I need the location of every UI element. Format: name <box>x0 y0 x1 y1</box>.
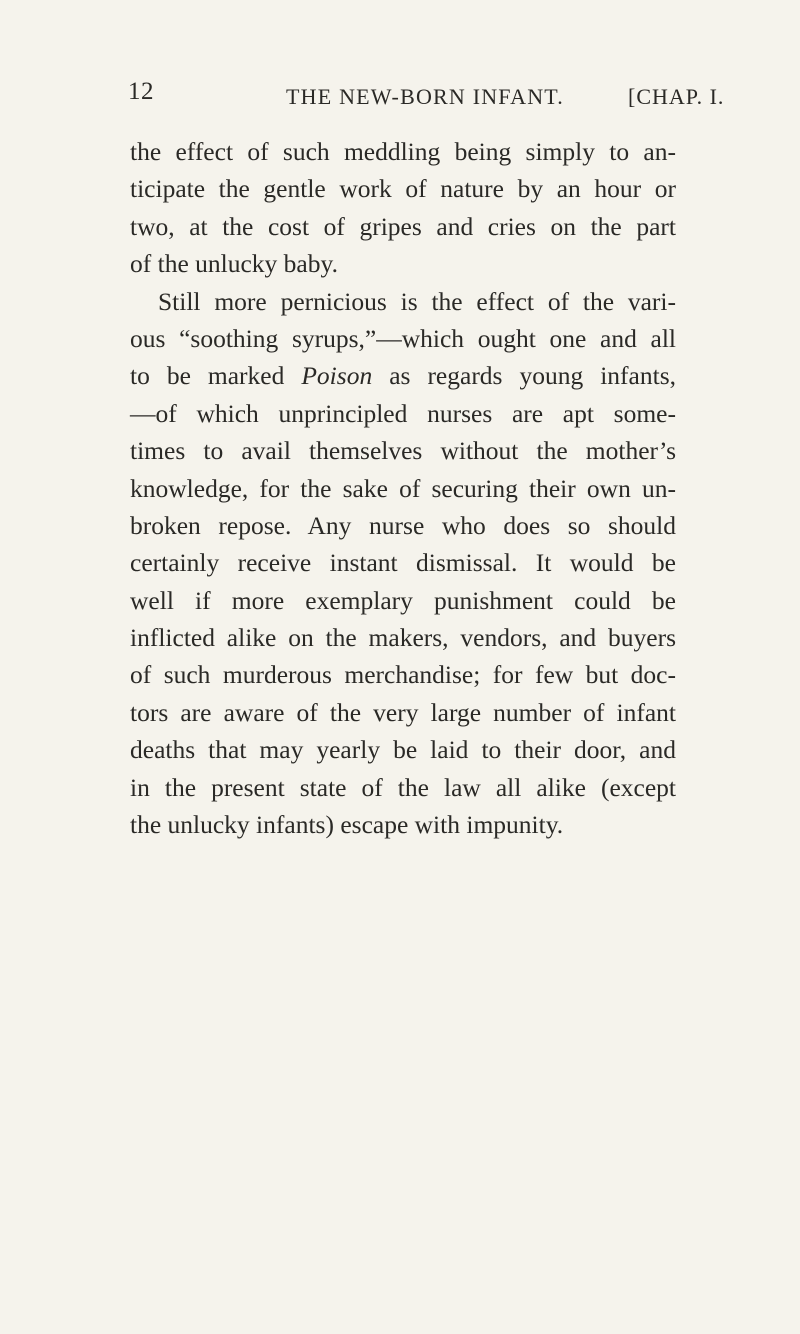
chapter-reference: [CHAP. I. <box>628 84 725 109</box>
page-number: 12 <box>128 78 154 105</box>
body-text <box>130 133 676 843</box>
text-line: the effect of such meddling being simply to an- <box>130 137 676 166</box>
emphasized-word: Poison <box>301 361 373 391</box>
paragraph-start-line: Still more pernicious is the effect of the vari- <box>158 286 676 316</box>
text-fragment: to be marked <box>130 361 285 391</box>
text-line: two, at the cost of gripes and cries on the part <box>130 211 676 241</box>
text-line: ous “soothing syrups,”—which ought one and all <box>130 323 676 353</box>
text-line: inflicted alike on the makers, vendors, and buyers <box>130 623 676 653</box>
text-line: of such murderous merchandise; for few but doc- <box>130 660 676 690</box>
text-line: deaths that may yearly be laid to their door, and <box>130 735 676 765</box>
running-title: THE NEW-BORN INFANT. <box>286 84 564 109</box>
text-line: certainly receive instant dismissal. It would be <box>130 548 676 578</box>
running-head <box>0 78 800 118</box>
text-line: the unlucky infants) escape with impunity. <box>130 810 564 840</box>
text-line: times to avail themselves without the mother’s <box>130 436 676 466</box>
text-line: —of which unprincipled nurses are apt some- <box>130 398 676 428</box>
text-line: broken repose. Any nurse who does so should <box>130 510 676 540</box>
text-fragment: as regards young infants, <box>389 361 676 391</box>
text-line: tors are aware of the very large number of infant <box>130 697 676 727</box>
text-line: ticipate the gentle work of nature by an hour or <box>130 174 676 204</box>
text-line: well if more exemplary punishment could be <box>130 585 676 615</box>
text-line-with-emphasis <box>130 357 676 394</box>
text-line: in the present state of the law all alike (except <box>130 772 676 802</box>
text-line: knowledge, for the sake of securing their own un- <box>130 473 676 503</box>
text-line: of the unlucky baby. <box>130 249 338 279</box>
